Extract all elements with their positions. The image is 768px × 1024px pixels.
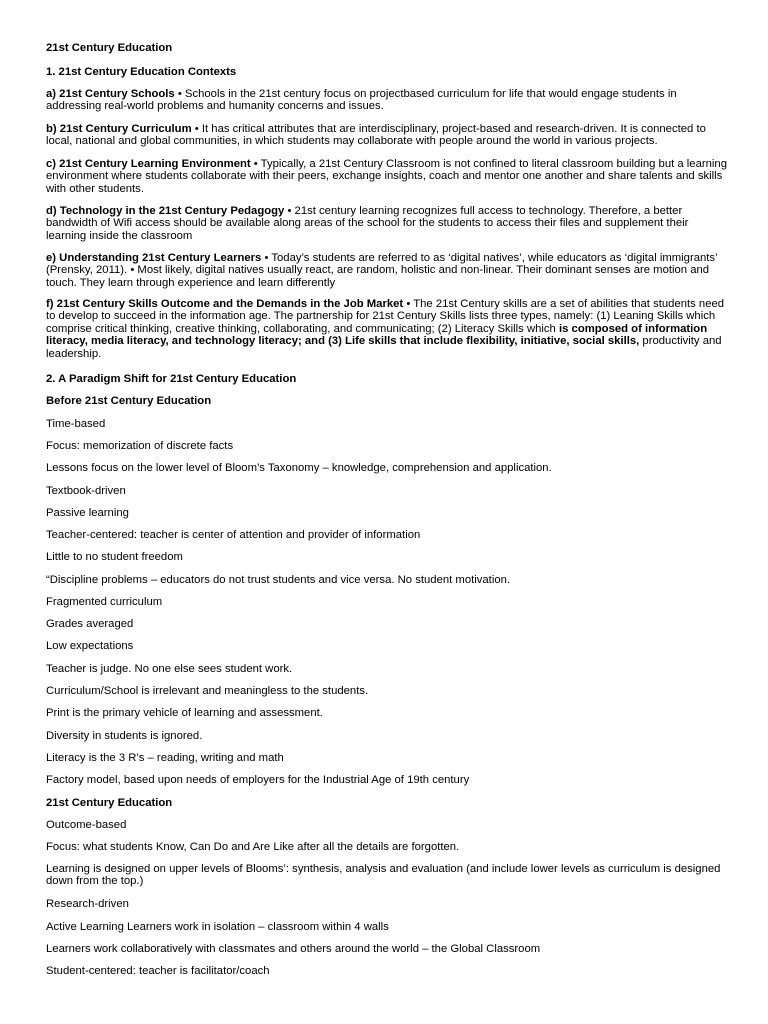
item-text: • It has critical attributes that are interdisciplinary, project-based and research-driven. It is connected to local, national and global communities, in which students may collaborate with people around the world in various projects. [46, 123, 706, 148]
before-item: Fragmented curriculum [46, 596, 163, 608]
before-item: Print is the primary vehicle of learning and assessment. [46, 707, 323, 719]
after-item: Outcome-based [46, 819, 127, 831]
before-item: Textbook-driven [46, 485, 126, 497]
context-item-schools [46, 88, 728, 113]
item-text-end: productivity and leadership. [46, 335, 722, 360]
item-text: • Typically, a 21st Century Classroom is not confined to literal classroom building but a learning environment where students collaborate with their peers, exchange insights, coach and mentor one another and share talents and skills with other students. [46, 158, 727, 195]
before-21st-century-heading: Before 21st Century Education [46, 395, 212, 407]
item-bold-text: is composed of information literacy, media literacy, and technology literacy; and (3) Life skills that include flexibility, initiative, social skills, [46, 322, 708, 348]
before-item: Factory model, based upon needs of employers for the Industrial Age of 19th century [46, 774, 470, 786]
item-text: • Schools in the 21st century focus on projectbased curriculum for life that would engage students in addressing real-world problems and humanity concerns and issues. [46, 88, 677, 113]
item-text: • 21st century learning recognizes full access to technology. Therefore, a better bandwidth of Wifi access should be available along areas of the school for the students to access their files and supplement their learning inside the classroom [46, 205, 689, 242]
before-item: Lessons focus on the lower level of Bloom’s Taxonomy – knowledge, comprehension and application. [46, 462, 552, 474]
section-2-heading: 2. A Paradigm Shift for 21st Century Education [46, 373, 297, 385]
context-item-technology [46, 205, 728, 242]
section-1-heading: 1. 21st Century Education Contexts [46, 66, 237, 78]
after-item: Learning is designed on upper levels of Blooms’: synthesis, analysis and evaluation (and include lower levels as curriculum is designed down from the top.) [46, 863, 721, 888]
item-label: f) 21st Century Skills Outcome and the Demands in the Job Market [46, 298, 404, 310]
context-item-learning-environment [46, 158, 728, 195]
before-item: Time-based [46, 418, 106, 430]
before-item: Little to no student freedom [46, 551, 183, 563]
context-item-curriculum [46, 123, 728, 148]
before-item: Curriculum/School is irrelevant and meaningless to the students. [46, 685, 369, 697]
before-item: “Discipline problems – educators do not trust students and vice versa. No student motivation. [46, 574, 511, 586]
before-item: Focus: memorization of discrete facts [46, 440, 234, 452]
item-text: • The 21st Century skills are a set of abilities that students need to develop to succeed in the information age. The partnership for 21st Century Skills lists three types, namely: (1) Leaning Skills which comprise critical thinking, creative thinking, collaborating, and communicating; (2) Literacy Skills which [46, 298, 725, 335]
item-label: b) 21st Century Curriculum [46, 123, 192, 135]
before-item: Teacher is judge. No one else sees student work. [46, 663, 293, 675]
after-item: Learners work collaboratively with classmates and others around the world – the Global Classroom [46, 943, 541, 955]
item-label: a) 21st Century Schools [46, 88, 175, 100]
after-item: Active Learning Learners work in isolation – classroom within 4 walls [46, 921, 389, 933]
before-item: Diversity in students is ignored. [46, 730, 203, 742]
after-item: Focus: what students Know, Can Do and Are Like after all the details are forgotten. [46, 841, 460, 853]
context-item-skills-outcome [46, 298, 728, 360]
item-label: e) Understanding 21st Century Learners [46, 252, 262, 264]
after-item: Student-centered: teacher is facilitator/coach [46, 965, 270, 977]
21st-century-heading: 21st Century Education [46, 797, 173, 809]
before-item: Teacher-centered: teacher is center of attention and provider of information [46, 529, 421, 541]
context-item-learners [46, 252, 728, 289]
item-text: • Today’s students are referred to as ‘digital natives’, while educators as ‘digital immigrants’ (Prensky, 2011). • Most likely, digital natives usually react, are random, holistic and non-linear. Their dominant senses are motion and touch. They learn through experience and learn differently [46, 252, 718, 289]
before-item: Grades averaged [46, 618, 134, 630]
before-item: Literacy is the 3 R’s – reading, writing and math [46, 752, 284, 764]
before-item: Passive learning [46, 507, 129, 519]
document-title: 21st Century Education [46, 42, 173, 54]
before-item: Low expectations [46, 640, 134, 652]
after-item: Research-driven [46, 898, 129, 910]
item-label: c) 21st Century Learning Environment [46, 158, 251, 170]
item-label: d) Technology in the 21st Century Pedagogy [46, 205, 285, 217]
